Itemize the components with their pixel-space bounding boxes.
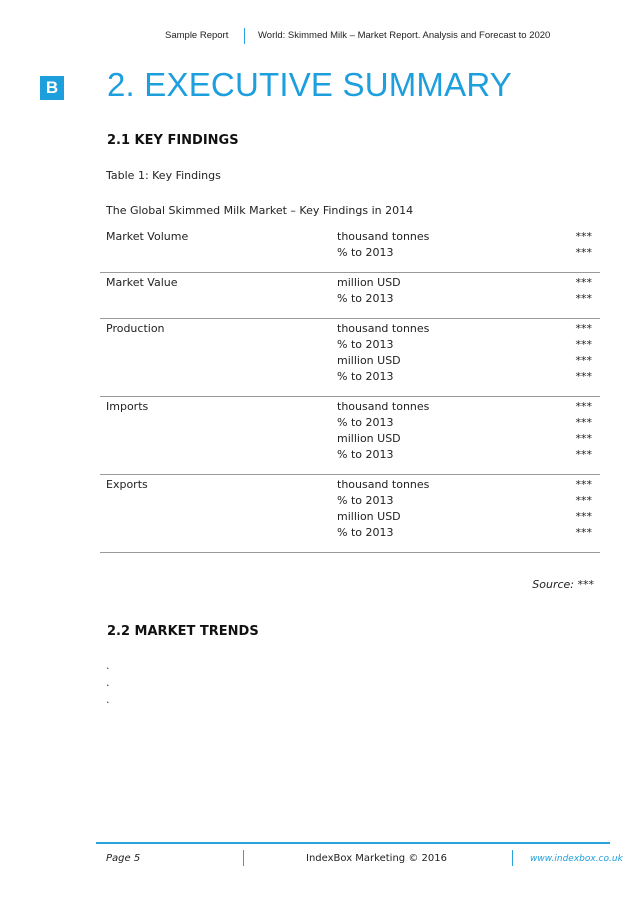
row-label: Exports [106, 478, 148, 491]
table-row [100, 338, 600, 354]
row-unit: million USD [337, 510, 401, 523]
table-group [100, 273, 600, 319]
header-report-title: World: Skimmed Milk – Market Report. Analysis and Forecast to 2020 [258, 30, 551, 41]
row-unit: thousand tonnes [337, 478, 430, 491]
table-row [100, 292, 600, 308]
key-findings-table [100, 230, 600, 553]
brand-badge-icon [40, 76, 64, 100]
row-value: *** [575, 276, 592, 289]
row-unit: % to 2013 [337, 494, 394, 507]
table-group [100, 475, 600, 553]
section-heading-key-findings: 2.1 KEY FINDINGS [107, 133, 239, 148]
footer-website-link[interactable]: www.indexbox.co.uk [530, 854, 623, 864]
row-value: *** [575, 354, 592, 367]
row-label: Production [106, 322, 165, 335]
row-value: *** [575, 292, 592, 305]
row-label: Imports [106, 400, 149, 413]
table-row [100, 494, 600, 510]
table-row [100, 322, 600, 338]
footer-copyright: IndexBox Marketing © 2016 [306, 853, 447, 864]
table-row [100, 276, 600, 292]
row-value: *** [575, 448, 592, 461]
row-value: *** [575, 338, 592, 351]
row-unit: million USD [337, 276, 401, 289]
row-unit: million USD [337, 432, 401, 445]
placeholder-dot: . [106, 676, 110, 689]
table-group [100, 319, 600, 397]
table-row [100, 478, 600, 494]
table-group [100, 397, 600, 475]
footer-separator [243, 850, 244, 866]
header-separator [244, 28, 245, 44]
page-title: 2. EXECUTIVE SUMMARY [107, 66, 512, 103]
row-unit: thousand tonnes [337, 400, 430, 413]
table-row [100, 416, 600, 432]
row-value: *** [575, 416, 592, 429]
table-group [100, 230, 600, 273]
row-value: *** [575, 246, 592, 259]
row-unit: % to 2013 [337, 292, 394, 305]
row-unit: % to 2013 [337, 416, 394, 429]
row-value: *** [575, 370, 592, 383]
footer-page-number: Page 5 [106, 853, 141, 864]
footer-separator [512, 850, 513, 866]
header-report-type: Sample Report [165, 30, 229, 41]
row-value: *** [575, 526, 592, 539]
table-row [100, 354, 600, 370]
row-unit: % to 2013 [337, 370, 394, 383]
row-unit: % to 2013 [337, 448, 394, 461]
placeholder-dot: . [106, 693, 110, 706]
table-caption: Table 1: Key Findings [106, 169, 221, 182]
table-row [100, 370, 600, 386]
row-unit: % to 2013 [337, 246, 394, 259]
section-heading-market-trends: 2.2 MARKET TRENDS [107, 624, 259, 639]
row-value: *** [575, 322, 592, 335]
row-unit: % to 2013 [337, 338, 394, 351]
row-value: *** [575, 510, 592, 523]
table-source [532, 578, 594, 591]
row-unit: thousand tonnes [337, 322, 430, 335]
row-value: *** [575, 400, 592, 413]
row-unit: thousand tonnes [337, 230, 430, 243]
row-value: *** [575, 432, 592, 445]
row-label: Market Value [106, 276, 178, 289]
source-label: Source: [532, 578, 574, 591]
brand-badge-letter: B [45, 78, 59, 97]
table-title: The Global Skimmed Milk Market – Key Findings in 2014 [106, 204, 414, 217]
table-row [100, 432, 600, 448]
row-unit: million USD [337, 354, 401, 367]
footer-rule [96, 842, 610, 844]
table-row [100, 448, 600, 464]
row-value: *** [575, 230, 592, 243]
row-value: *** [575, 478, 592, 491]
source-value: *** [577, 578, 594, 591]
table-row [100, 246, 600, 262]
placeholder-dot: . [106, 659, 110, 672]
table-row [100, 400, 600, 416]
table-row [100, 510, 600, 526]
row-value: *** [575, 494, 592, 507]
table-row [100, 526, 600, 542]
table-row [100, 230, 600, 246]
row-unit: % to 2013 [337, 526, 394, 539]
row-label: Market Volume [106, 230, 189, 243]
